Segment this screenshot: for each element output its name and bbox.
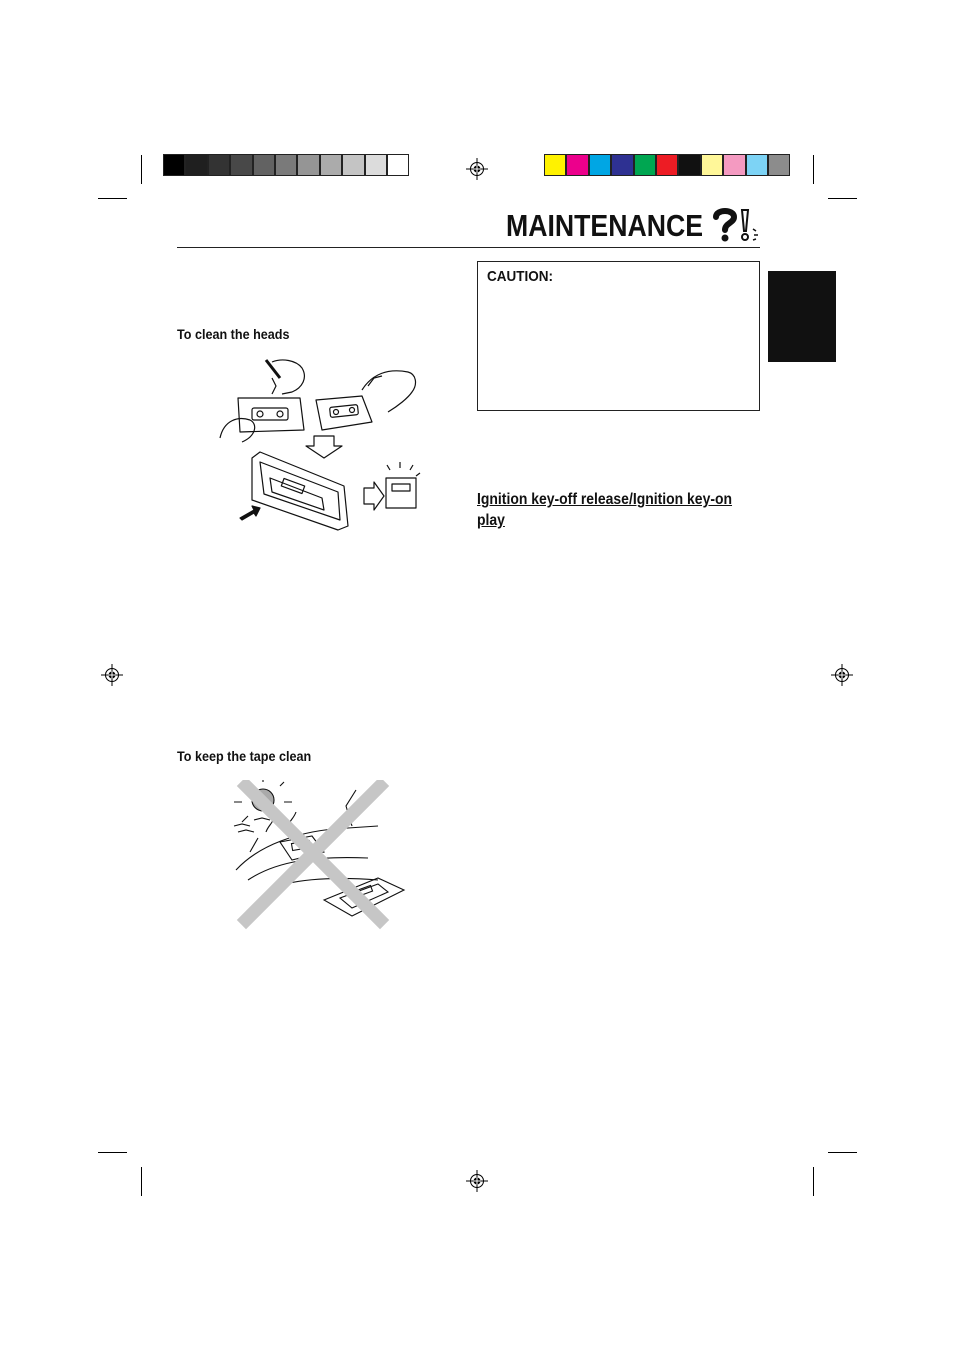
title-rule: [177, 247, 760, 248]
section-heading-keep-clean: To keep the tape clean: [177, 748, 312, 764]
calibration-swatch: [701, 154, 723, 176]
calibration-swatch: [723, 154, 745, 176]
question-exclamation-icon: [710, 207, 762, 243]
calibration-swatch: [275, 154, 297, 176]
tape-heat-warning-illustration: [228, 780, 418, 930]
crop-mark: [813, 155, 814, 184]
calibration-swatch: [656, 154, 678, 176]
calibration-swatch: [208, 154, 230, 176]
section-heading-clean-heads: To clean the heads: [177, 326, 290, 342]
registration-mark-icon: [466, 158, 488, 180]
cleaning-cassette-illustration: [212, 350, 422, 535]
calibration-swatch: [253, 154, 275, 176]
crop-mark: [828, 1152, 857, 1153]
registration-mark-icon: [101, 664, 123, 686]
calibration-swatch: [387, 154, 409, 176]
crop-mark: [141, 1167, 142, 1196]
language-tab: [768, 271, 836, 362]
calibration-swatch: [768, 154, 790, 176]
registration-mark-icon: [466, 1170, 488, 1192]
calibration-swatch: [566, 154, 588, 176]
crop-mark: [98, 198, 127, 199]
calibration-swatch: [297, 154, 319, 176]
calibration-swatch: [678, 154, 700, 176]
calibration-swatch: [230, 154, 252, 176]
crop-mark: [828, 198, 857, 199]
calibration-swatch: [365, 154, 387, 176]
calibration-swatch: [611, 154, 633, 176]
calibration-swatch: [544, 154, 566, 176]
section-heading-ignition: Ignition key-off release/Ignition key-on play: [477, 491, 733, 529]
calibration-swatch: [320, 154, 342, 176]
calibration-swatch: [589, 154, 611, 176]
crop-mark: [98, 1152, 127, 1153]
calibration-swatch: [163, 154, 185, 176]
page-title: MAINTENANCE: [506, 208, 703, 243]
registration-mark-icon: [831, 664, 853, 686]
calibration-swatch: [746, 154, 768, 176]
crop-mark: [141, 155, 142, 184]
calibration-swatch: [634, 154, 656, 176]
caution-box: [477, 261, 760, 411]
crop-mark: [813, 1167, 814, 1196]
calibration-swatch: [342, 154, 364, 176]
caution-label: CAUTION:: [487, 268, 553, 285]
calibration-swatch: [185, 154, 207, 176]
